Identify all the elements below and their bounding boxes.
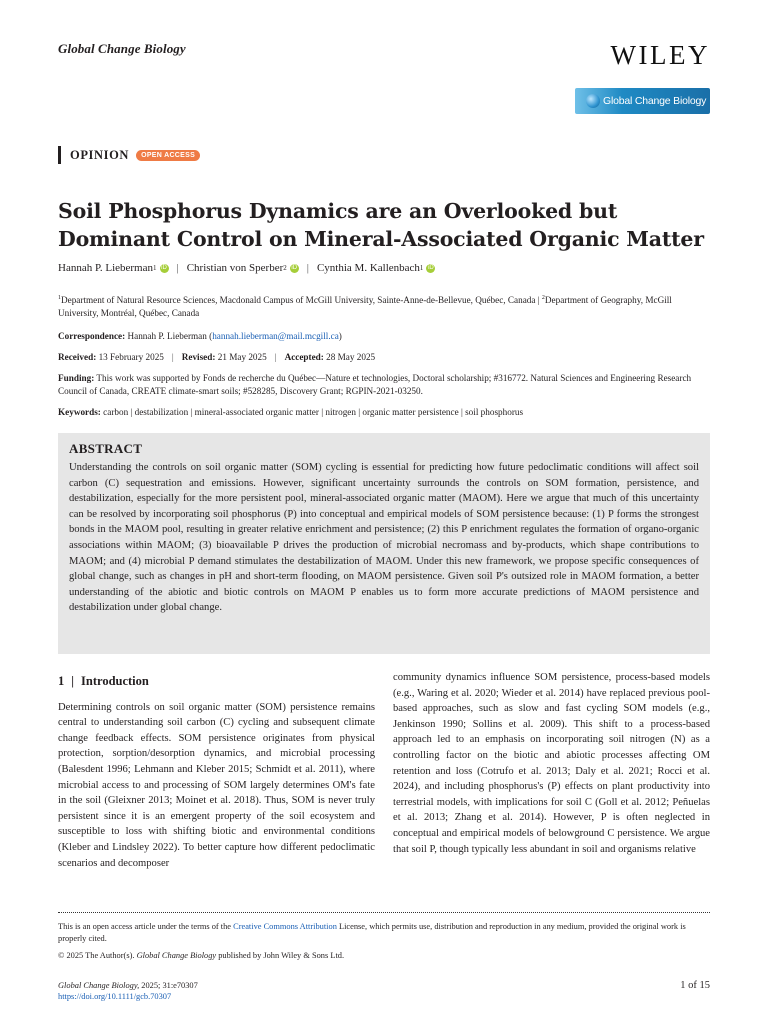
article-type-row [58, 145, 200, 165]
open-access-badge: OPEN ACCESS [136, 150, 200, 161]
body-column-left [58, 674, 375, 871]
author-affiliation-number: 1 [419, 264, 424, 272]
section-title: Introduction [81, 674, 149, 688]
affiliation-text: Department of Natural Resource Sciences, Macdonald Campus of McGill University, Sainte-Anne-de-Bellevue, Québec, Canada | [61, 295, 542, 306]
author-name[interactable]: Christian von Sperber [186, 262, 284, 274]
accepted-date: 28 May 2025 [326, 352, 376, 362]
journal-name: Global Change Biology [58, 41, 186, 56]
correspondence-email-link[interactable]: hannah.lieberman@mail.mcgill.ca [212, 331, 339, 341]
citation-line [58, 980, 198, 991]
accepted-label: Accepted: [284, 352, 324, 362]
keywords [58, 406, 710, 419]
author-name[interactable]: Hannah P. Lieberman [58, 262, 153, 274]
orcid-icon[interactable]: iD [291, 264, 298, 271]
copyright-text: © 2025 The Author(s). [58, 951, 137, 960]
citation-footer [58, 980, 198, 1002]
article-type-marker [58, 146, 61, 164]
affiliation-text: Department of Geography, McGill University, Montréal, Québec, Canada [58, 295, 672, 319]
funding-text: This work was supported by Fonds de recherche du Québec—Nature et technologies, Doctoral scholarship; #316772. Natural Sciences and Engineering Research Council of Canada, CREATE climate-smart soils; #528285, Discovery Grant; RGPIN-2021-03250. [58, 373, 692, 396]
author-affiliation-number: 2 [283, 264, 287, 272]
received-date: 13 February 2025 [98, 352, 164, 362]
affiliation-number: 1 [58, 295, 61, 301]
keywords-label: Keywords: [58, 407, 101, 417]
article-dates [58, 351, 710, 364]
citation-details: 2025; 31:e70307 [139, 981, 198, 990]
correspondence-name: Hannah P. Lieberman ( [127, 331, 213, 341]
article-title: Soil Phosphorus Dynamics are an Overlooked but Dominant Control on Mineral-Associated Organic Matter [58, 199, 704, 251]
date-separator: | [171, 352, 174, 362]
body-column-right [393, 670, 710, 857]
copyright-text: published by John Wiley & Sons Ltd. [216, 951, 345, 960]
author-separator: | [176, 262, 179, 274]
revised-label: Revised: [181, 352, 216, 362]
author-list [58, 262, 435, 274]
journal-badge[interactable] [575, 88, 710, 114]
author-affiliation-number: 1 [153, 264, 157, 272]
revised-date: 21 May 2025 [217, 352, 267, 362]
section-divider: | [71, 674, 75, 688]
publisher-logo[interactable]: WILEY [610, 40, 710, 70]
funding [58, 372, 710, 398]
affiliations [58, 292, 710, 320]
date-separator: | [274, 352, 277, 362]
doi-link[interactable]: https://doi.org/10.1111/gcb.70307 [58, 992, 172, 1001]
received-label: Received: [58, 352, 97, 362]
abstract-heading: ABSTRACT [69, 441, 143, 456]
body-paragraph: community dynamics influence SOM persistence, process-based models (e.g., Waring et al. 2020; Wieder et al. 2014) have replaced previous pool-based approaches, such as slow and fast cycling SOM models (e.g., Jenkinson 1990; Sollins et al. 2009). This shift to a process-based approach led to an emphasis on incorporating soil nitrogen (N) as a controlling factor on the biotic and abiotic processes affecting OM retention and loss (Cotrufo et al. 2013; Daly et al. 2021; Rocci et al. 2024), and including phosphorus's (P) effects on plant productivity into terrestrial models, with implications for soil C (Goll et al. 2012; Peñuelas et al. 2013; Zhang et al. 2014). However, P is often neglected in conceptual and empirical models of belowground C persistence. We argue that soil P, though typically less abundant in soil and organisms relative [393, 672, 710, 855]
keywords-text: carbon | destabilization | mineral-associated organic matter | nitrogen | organic matter persistence | soil phosphorus [103, 407, 524, 417]
funding-label: Funding: [58, 373, 95, 383]
license-notice [58, 921, 710, 945]
author-separator: | [306, 262, 309, 274]
license-text: This is an open access article under the terms of the [58, 922, 234, 931]
correspondence-label: Correspondence: [58, 331, 126, 341]
abstract-box [58, 433, 710, 654]
correspondence [58, 330, 710, 343]
copyright-journal: Global Change Biology [136, 951, 217, 960]
globe-icon [586, 94, 600, 108]
orcid-icon[interactable]: iD [161, 264, 167, 271]
page-number: 1 of 15 [680, 980, 710, 991]
copyright-notice [58, 950, 710, 962]
author-name[interactable]: Cynthia M. Kallenbach [316, 262, 420, 274]
section-heading [58, 674, 375, 690]
correspondence-close: ) [338, 331, 342, 341]
article-type: OPINION [70, 147, 130, 162]
license-text: License, which permits use, distribution and reproduction in any medium, provided the original work is properly cited. [58, 922, 686, 943]
section-number: 1 [58, 674, 65, 688]
orcid-icon[interactable]: iD [428, 264, 434, 271]
journal-badge-label: Global Change Biology [603, 95, 707, 107]
abstract-text: Understanding the controls on soil organic matter (SOM) cycling is essential for predicting how future pedoclimatic conditions will affect soil carbon (C) sequestration and emissions. However, significant uncertainty surrounds the controls on SOM formation, persistence, and destabilization, especially for the more persistent pool, mineral-associated organic matter (MAOM). Here we argue that much of this uncertainty can be resolved by incorporating soil phosphorus (P) into conceptual and empirical models of SOM persistence because: (1) P forms the strongest bonds in the MAOM pool, resulting in greater relative enrichment and persistence; (2) this P enrichment regulates the formation of organo-organic associations within MAOM; (3) bioavailable P drives the production of microbial necromass and by-products, which shape contributions to MAOM; and (4) microbial P demand stimulates the destabilization of MAOM. Under this new framework, we propose specific consequences of global change, such as changes in pH and short-term flooding, on MAOM persistence. Given soil P's outsized role in MAOM formation, a better understanding of the abiotic and biotic controls on MAOM P enables us to form more accurate predictions of MAOM persistence and destabilization under global change. [69, 462, 699, 614]
footnote-divider [58, 912, 710, 913]
citation-journal: Global Change Biology, [58, 981, 140, 990]
license-link[interactable]: Creative Commons Attribution [233, 922, 337, 931]
affiliation-number: 2 [541, 295, 545, 301]
body-paragraph: Determining controls on soil organic matter (SOM) persistence remains central to understanding soil carbon (C) cycling and subsequent climate change feedback effects. SOM persistence originates from physical protection, sorption/desorption dynamics, and microbial processing (Balesdent 1996; Lehmann and Kleber 2015; Schmidt et al. 2011), where microbial access to and processing of SOM largely determines OM's fate in the soil (Gleixner 2013; Moinet et al. 2018). Thus, SOM is never truly persistent since it is an emergent property of the soil ecosystem and susceptible to loss with shifting biotic and environmental conditions (Kleber and Lindsley 2022). To better capture how different pedoclimatic scenarios and decomposer [58, 701, 375, 869]
